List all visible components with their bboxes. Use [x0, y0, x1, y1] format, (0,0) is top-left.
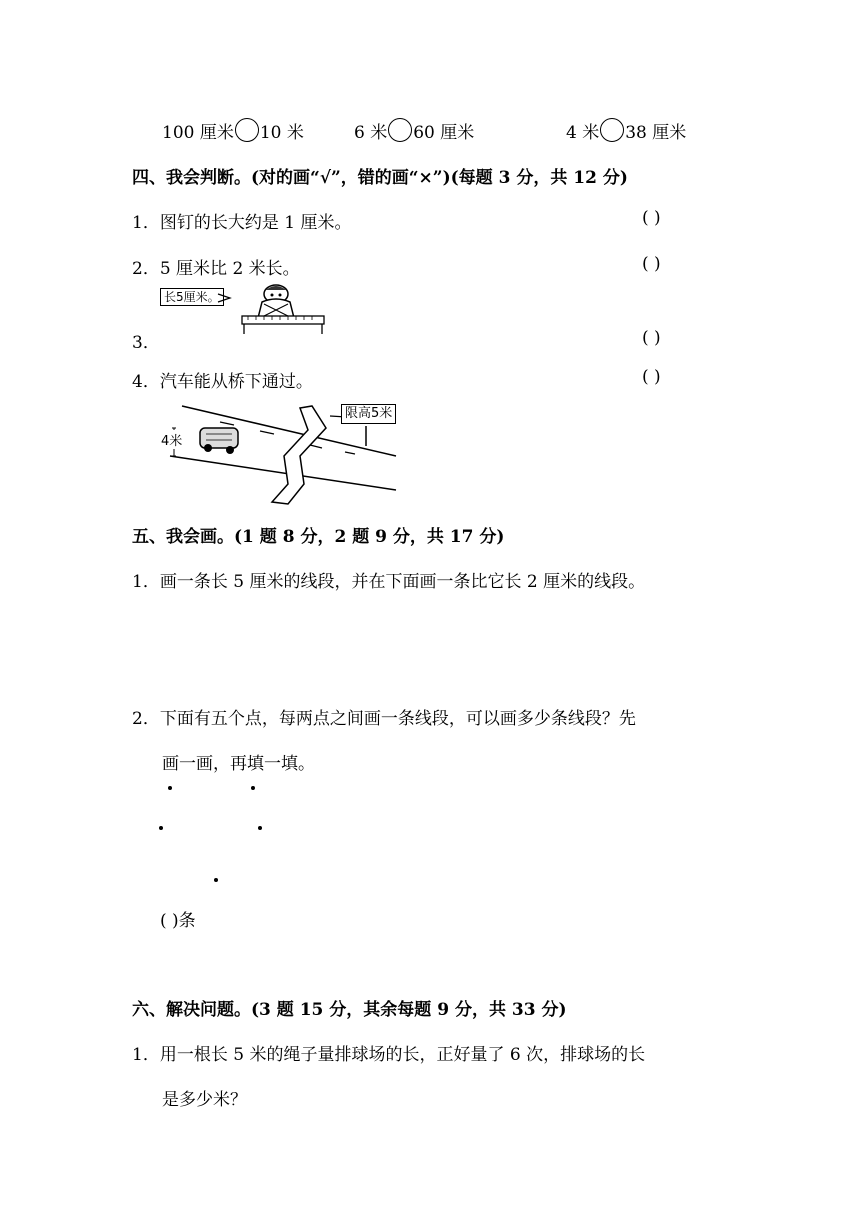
section6-title: 六、解决问题。(3 题 15 分，其余每题 9 分，共 33 分): [132, 1000, 567, 1020]
item-number: 4．: [132, 372, 160, 392]
point-4[interactable]: [258, 826, 262, 830]
q-text-line1: 用一根长 5 米的绳子量排球场的长，正好量了 6 次，排球场的长: [159, 1045, 646, 1065]
compare-left-1: 100 厘米: [162, 123, 234, 143]
compare-row: [162, 118, 304, 143]
answer-paren-3[interactable]: ( ): [642, 328, 661, 348]
compare-right-2: 60 厘米: [413, 123, 475, 143]
point-3[interactable]: [159, 826, 163, 830]
answer-paren-2[interactable]: ( ): [642, 254, 661, 274]
section4-item-2: [132, 254, 300, 279]
section6-q1-line2: 是多少米？: [162, 1090, 247, 1110]
section4-item-4: [132, 367, 313, 392]
item-text: 图钉的长大约是 1 厘米。: [159, 213, 352, 233]
compare-item-3: [566, 118, 686, 143]
compare-right-1: 10 米: [259, 123, 304, 143]
point-2[interactable]: [251, 786, 255, 790]
answer-paren-4[interactable]: ( ): [642, 367, 661, 387]
section4-title: 四、我会判断。(对的画“√”，错的画“×”)(每题 3 分，共 12 分): [132, 168, 628, 188]
item-number: 3．: [132, 333, 160, 353]
compare-item-2: [354, 118, 474, 143]
section5-q2: [132, 704, 636, 729]
section4-item-3: [132, 328, 160, 353]
compare-circle-1[interactable]: [235, 118, 259, 142]
compare-left-2: 6 米: [354, 123, 388, 143]
section5-q2-line2: 画一画，再填一填。: [162, 754, 315, 774]
q-number: 1．: [132, 1045, 160, 1065]
q-text: 画一条长 5 厘米的线段，并在下面画一条比它长 2 厘米的线段。: [159, 572, 646, 592]
compare-circle-2[interactable]: [388, 118, 412, 142]
section6-q1: [132, 1040, 645, 1065]
answer-paren-1[interactable]: ( ): [642, 208, 661, 228]
q-number: 1．: [132, 572, 160, 592]
compare-circle-3[interactable]: [600, 118, 624, 142]
pushpin-figure-illustration: [214, 282, 334, 338]
q-number: 2．: [132, 709, 160, 729]
item-text: 汽车能从桥下通过。: [159, 372, 313, 392]
point-1[interactable]: [168, 786, 172, 790]
section5-q1: [132, 567, 645, 592]
item-number: 2．: [132, 259, 160, 279]
section4-item-1: [132, 208, 351, 233]
car-height-label: 4米: [161, 430, 182, 449]
item-text: 5 厘米比 2 米长。: [159, 259, 300, 279]
compare-left-3: 4 米: [566, 123, 600, 143]
point-5[interactable]: [214, 878, 218, 882]
section5-title: 五、我会画。(1 题 8 分，2 题 9 分，共 17 分): [132, 527, 505, 547]
q-text-line1: 下面有五个点，每两点之间画一条线段，可以画多少条线段？先: [159, 709, 636, 729]
compare-right-3: 38 厘米: [625, 123, 687, 143]
item-number: 1．: [132, 213, 160, 233]
height-limit-sign: 限高5米: [341, 404, 396, 424]
section5-answer[interactable]: ( )条: [160, 911, 196, 931]
bubble-text: 长5厘米。: [164, 290, 220, 304]
